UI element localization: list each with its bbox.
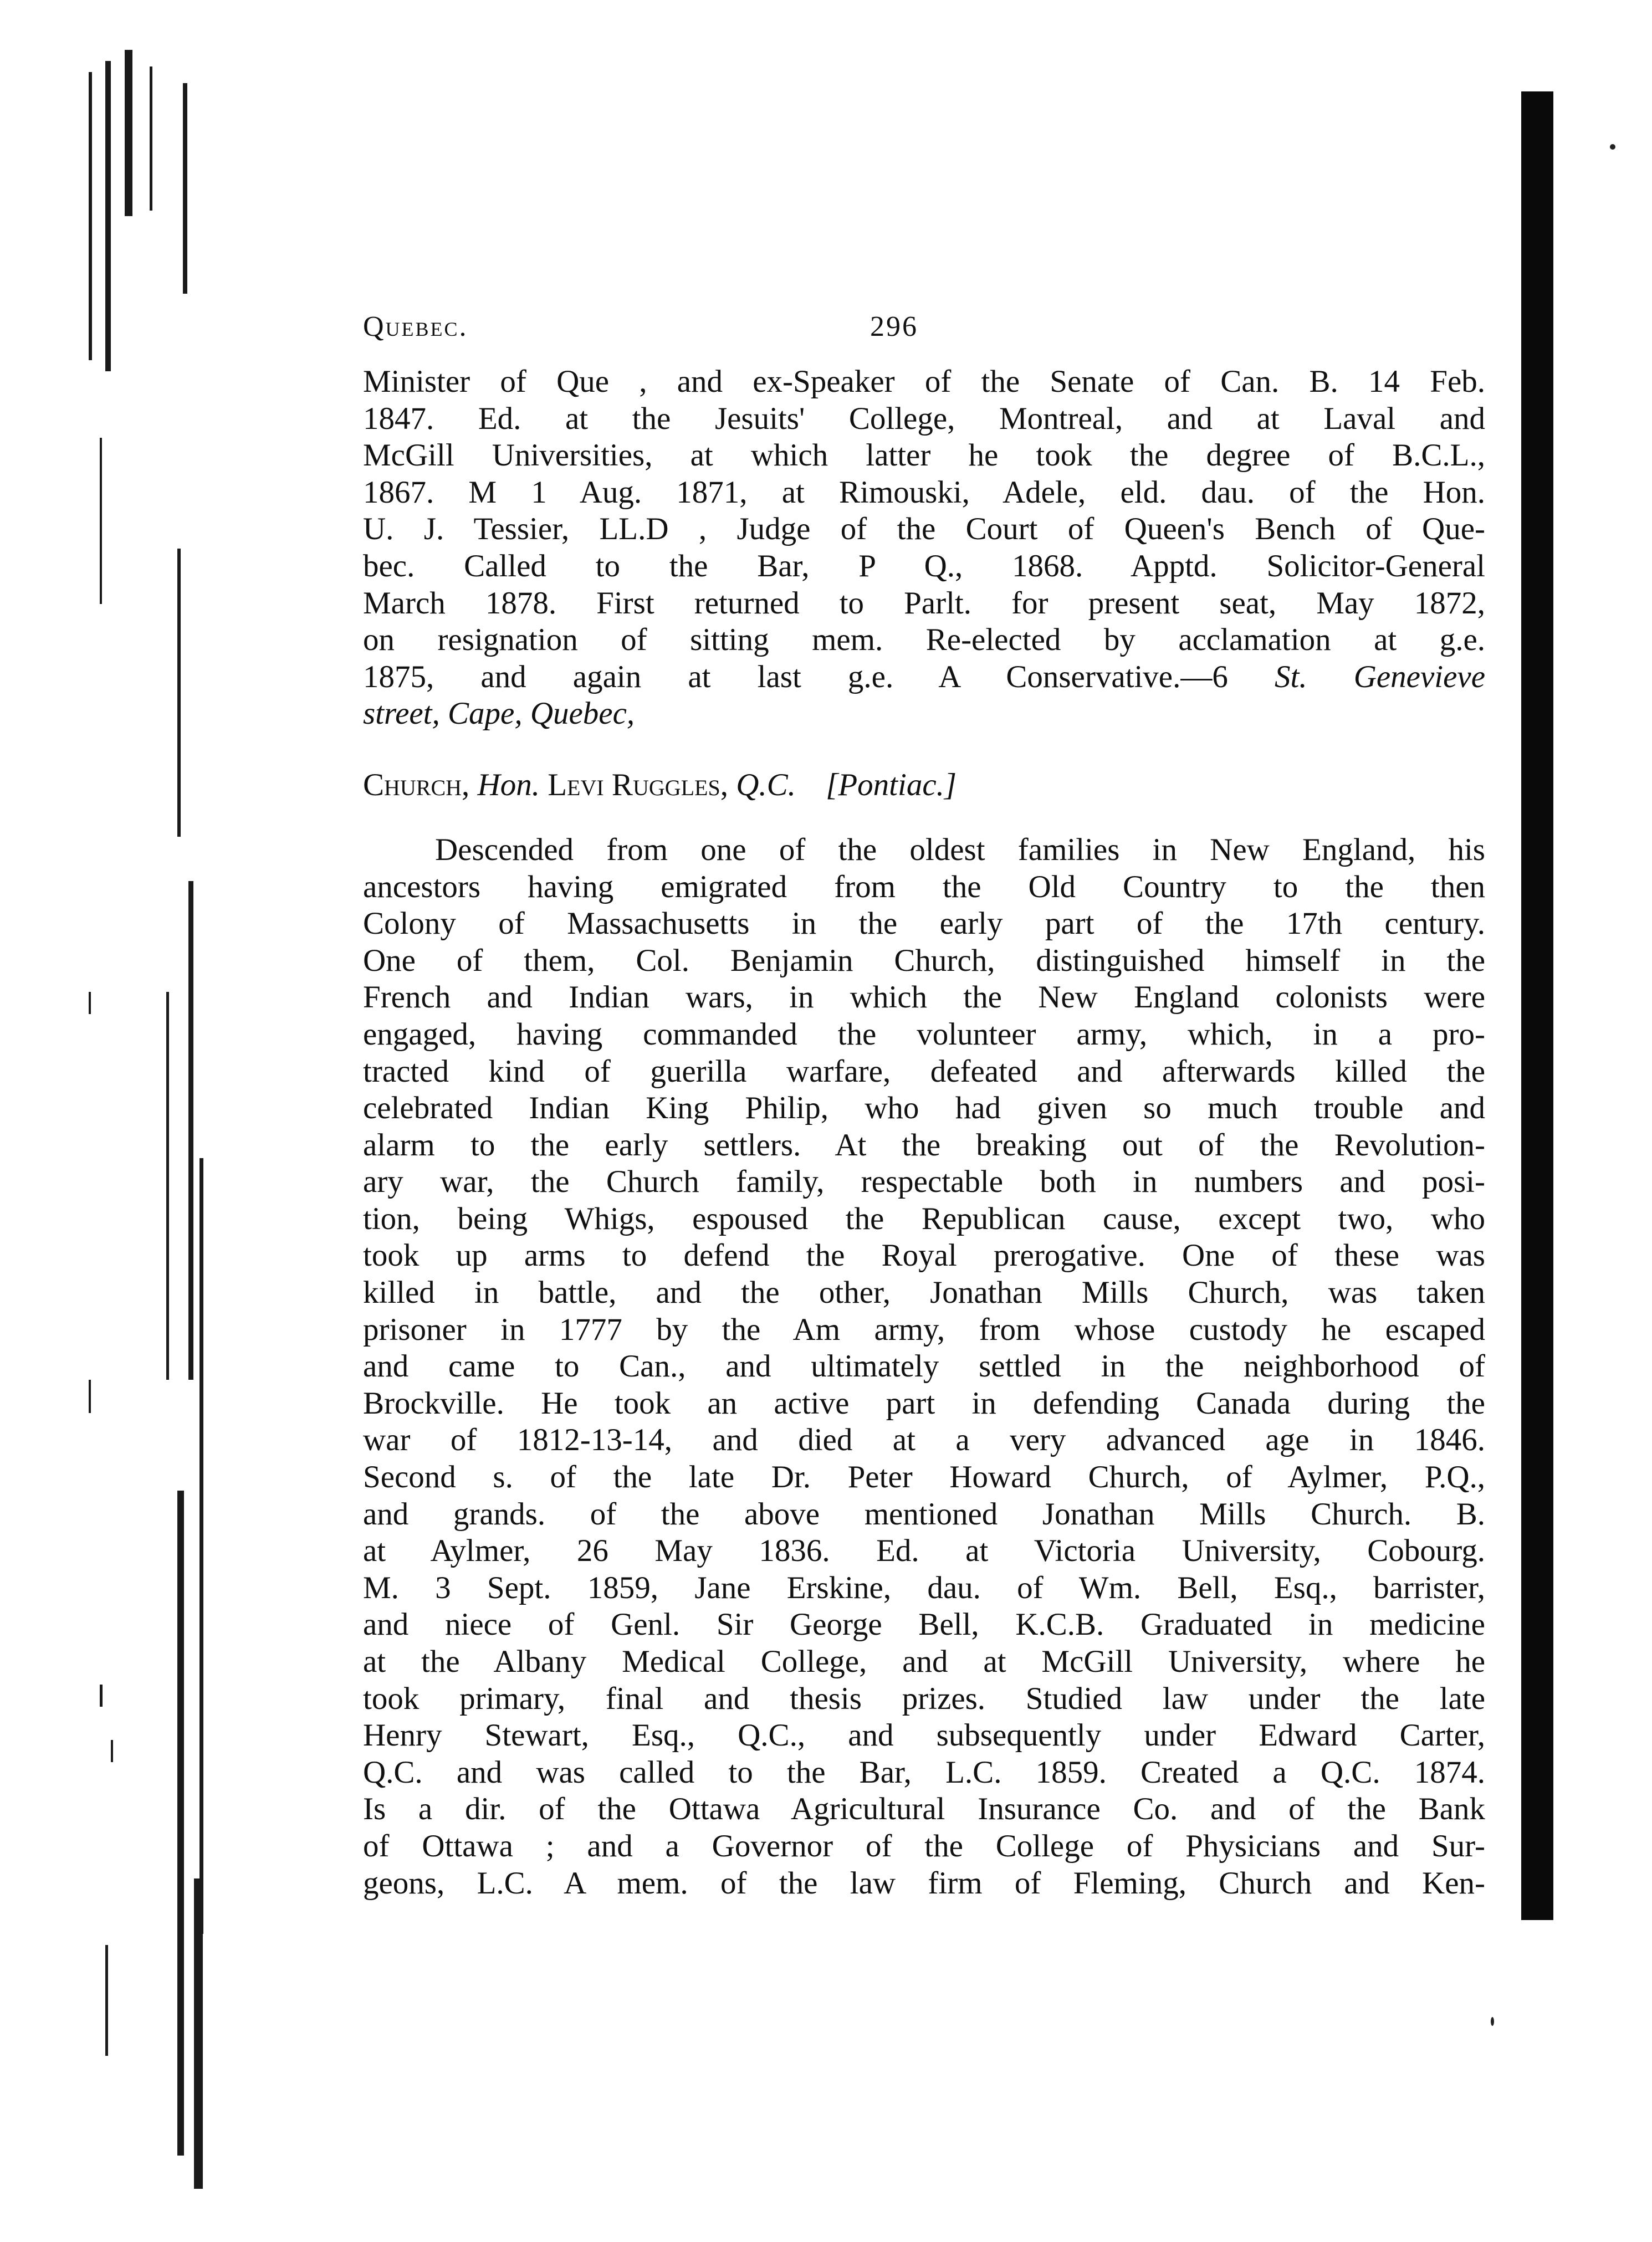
text-fragment: 1875, and again at last g.e. A Conservative.—6 (363, 659, 1275, 694)
text-line: and grands. of the above mentioned Jonathan Mills Church. B. (363, 1496, 1485, 1532)
text-line: took primary, final and thesis prizes. Studied law under the late (363, 1681, 1485, 1716)
text-line: 1847. Ed. at the Jesuits' College, Montreal, and at Laval and (363, 401, 1485, 436)
text-line (363, 659, 1485, 696)
text-line: Colony of Massachusetts in the early part of the 17th century. (363, 906, 1485, 941)
text-line: Is a dir. of the Ottawa Agricultural Insurance Co. and of the Bank (363, 1791, 1485, 1827)
address-fragment: street, Cape, Quebec, (363, 696, 635, 731)
entry-heading (363, 767, 1485, 803)
text-line: Descended from one of the oldest families in New England, his (435, 832, 1485, 867)
entry-constituency: [Pontiac.] (826, 767, 957, 802)
text-line: on resignation of sitting mem. Re-elected by acclamation at g.e. (363, 622, 1485, 658)
text-line: Henry Stewart, Esq., Q.C., and subsequently under Edward Carter, (363, 1718, 1485, 1753)
text-line: alarm to the early settlers. At the breaking out of the Revolution- (363, 1127, 1485, 1163)
text-line: and came to Can., and ultimately settled in the neighborhood of (363, 1349, 1485, 1384)
running-head-section: Quebec. (363, 311, 468, 342)
page-edge-bar (1521, 91, 1553, 1920)
text-line: U. J. Tessier, LL.D , Judge of the Court of Queen's Bench of Que- (363, 511, 1485, 547)
text-line: war of 1812-13-14, and died at a very advanced age in 1846. (363, 1422, 1485, 1458)
entry-continued (363, 364, 1485, 733)
text-line (363, 695, 1485, 733)
running-head (363, 310, 1485, 349)
entry-title: Hon. (477, 767, 540, 802)
text-line: Brockville. He took an active part in defending Canada during the (363, 1385, 1485, 1421)
text-line: ancestors having emigrated from the Old Country to the then (363, 869, 1485, 904)
text-line: 1867. M 1 Aug. 1871, at Rimouski, Adele, eld. dau. of the Hon. (363, 474, 1485, 510)
text-line: of Ottawa ; and a Governor of the College of Physicians and Sur- (363, 1828, 1485, 1864)
page-body (363, 310, 1485, 1902)
entry-given-names: Levi Ruggles, (548, 767, 728, 802)
scan-speck (1491, 2017, 1494, 2026)
text-line: bec. Called to the Bar, P Q., 1868. Apptd. Solicitor-General (363, 548, 1485, 583)
text-line: prisoner in 1777 by the Am army, from whose custody he escaped (363, 1312, 1485, 1347)
text-line: at Aylmer, 26 May 1836. Ed. at Victoria University, Cobourg. (363, 1533, 1485, 1569)
text-line: Q.C. and was called to the Bar, L.C. 1859. Created a Q.C. 1874. (363, 1754, 1485, 1790)
entry-honorific: Q.C. (736, 767, 796, 802)
text-line: March 1878. First returned to Parlt. for present seat, May 1872, (363, 585, 1485, 621)
text-line: at the Albany Medical College, and at McGill University, where he (363, 1644, 1485, 1679)
text-line: took up arms to defend the Royal prerogative. One of these was (363, 1238, 1485, 1273)
text-line: Second s. of the late Dr. Peter Howard Church, of Aylmer, P.Q., (363, 1460, 1485, 1495)
text-line: ary war, the Church family, respectable both in numbers and posi- (363, 1164, 1485, 1200)
text-line: and niece of Genl. Sir George Bell, K.C.B. Graduated in medicine (363, 1607, 1485, 1642)
text-line: McGill Universities, at which latter he took the degree of B.C.L., (363, 438, 1485, 473)
text-line: French and Indian wars, in which the New England colonists were (363, 980, 1485, 1015)
text-line: tracted kind of guerilla warfare, defeated and afterwards killed the (363, 1053, 1485, 1089)
text-line: killed in battle, and the other, Jonathan Mills Church, was taken (363, 1275, 1485, 1311)
text-line: One of them, Col. Benjamin Church, distinguished himself in the (363, 943, 1485, 978)
text-line: celebrated Indian King Philip, who had given so much trouble and (363, 1091, 1485, 1126)
text-line: geons, L.C. A mem. of the law firm of Fleming, Church and Ken- (363, 1865, 1485, 1901)
entry-surname: Church, (363, 767, 470, 802)
scan-speck (1610, 144, 1615, 150)
text-line: Minister of Que , and ex-Speaker of the Senate of Can. B. 14 Feb. (363, 364, 1485, 399)
address-fragment: St. Genevieve (1274, 659, 1485, 694)
entry-body (363, 832, 1485, 1902)
text-line: tion, being Whigs, espoused the Republican cause, except two, who (363, 1201, 1485, 1236)
text-line: M. 3 Sept. 1859, Jane Erskine, dau. of Wm. Bell, Esq., barrister, (363, 1570, 1485, 1605)
text-line: engaged, having commanded the volunteer army, which, in a pro- (363, 1016, 1485, 1052)
page-number: 296 (870, 311, 918, 342)
binding-shadow (67, 50, 205, 2194)
